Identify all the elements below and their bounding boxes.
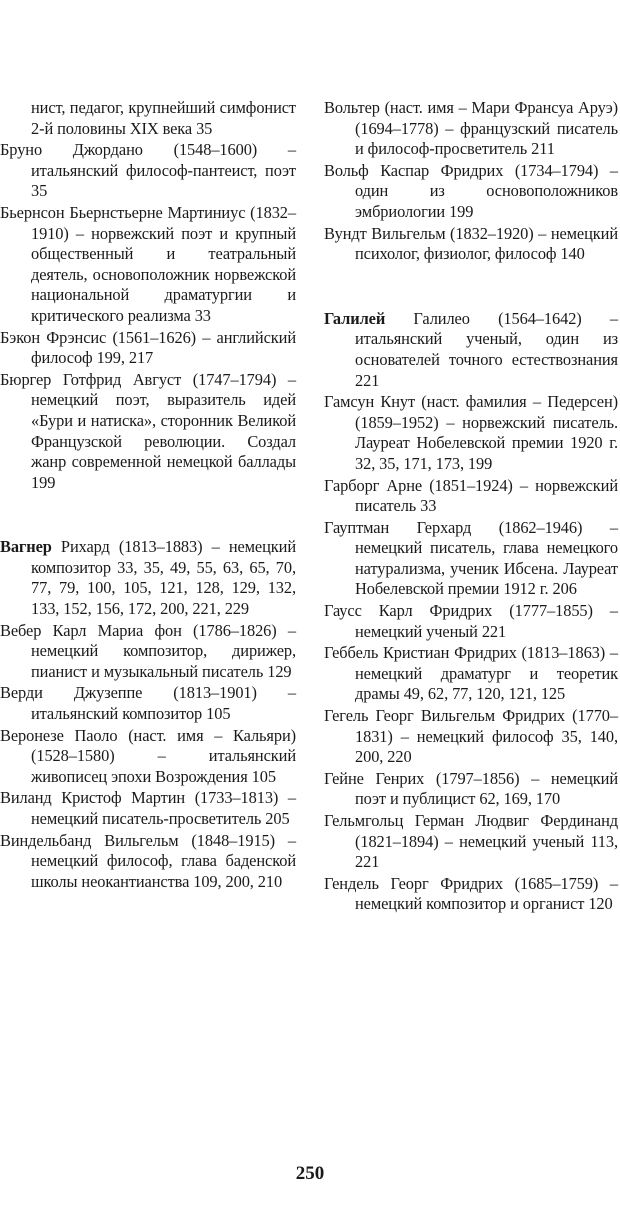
index-entry bbox=[0, 203, 296, 327]
entry-text: Верди Джузеппе (1813–1901) – итальянский композитор 105 bbox=[0, 683, 296, 724]
letter-section-head: Вагнер bbox=[0, 537, 52, 557]
entry-text: нист, педагог, крупнейший симфонист 2-й половины XIX века 35 bbox=[31, 98, 296, 138]
index-entry bbox=[324, 224, 618, 265]
index-entry bbox=[324, 518, 618, 600]
entry-text: Галилео (1564–1642) – итальянский ученый, один из основателей точного естествознания 221 bbox=[355, 308, 618, 390]
index-entry bbox=[324, 601, 618, 642]
index-entry bbox=[324, 769, 618, 810]
index-entry bbox=[0, 98, 296, 139]
entry-text: Гаусс Карл Фридрих (1777–1855) – немецкий ученый 221 bbox=[324, 601, 618, 641]
index-entry bbox=[0, 831, 296, 893]
entry-text: Виндельбанд Вильгельм (1848–1915) – немецкий философ, глава баденской школы неокантианства 109, 200, 210 bbox=[0, 830, 296, 891]
index-entry bbox=[324, 874, 618, 915]
entry-text: Гамсун Кнут (наст. фамилия – Педерсен) (1859–1952) – норвежский писатель. Лауреат Нобелевской премии 1920 г. 32, 35, 171, 173, 199 bbox=[324, 392, 618, 473]
entry-text: Гейне Генрих (1797–1856) – немецкий поэт и публицист 62, 169, 170 bbox=[324, 768, 618, 809]
entry-text: Гегель Георг Вильгельм Фридрих (1770–1831) – немецкий философ 35, 140, 200, 220 bbox=[324, 706, 618, 767]
entry-text: Вольтер (наст. имя – Мари Франсуа Аруэ) (1694–1778) – французский писатель и философ-просветитель 211 bbox=[324, 98, 618, 159]
entry-text: Вундт Вильгельм (1832–1920) – немецкий психолог, физиолог, философ 140 bbox=[324, 223, 618, 264]
entry-text: Гендель Георг Фридрих (1685–1759) – немецкий композитор и органист 120 bbox=[324, 873, 618, 914]
index-entry bbox=[324, 811, 618, 873]
entry-text: Бруно Джордано (1548–1600) – итальянский философ-пантеист, поэт 35 bbox=[0, 140, 296, 201]
index-entry bbox=[0, 140, 296, 202]
entry-text: Вебер Карл Мариа фон (1786–1826) – немецкий композитор, дирижер, пианист и музыкальный писатель 129 bbox=[0, 620, 296, 681]
entry-text: Гельмгольц Герман Людвиг Фердинанд (1821–1894) – немецкий ученый 113, 221 bbox=[324, 811, 618, 872]
entry-text: Вольф Каспар Фридрих (1734–1794) – один из основоположников эмбриологии 199 bbox=[324, 160, 618, 221]
entry-text: Гарборг Арне (1851–1924) – норвежский писатель 33 bbox=[324, 475, 618, 516]
index-entry bbox=[0, 726, 296, 788]
right-column bbox=[324, 98, 618, 916]
entry-text: Рихард (1813–1883) – немецкий композитор 33, 35, 49, 55, 63, 65, 70, 77, 79, 100, 105, 121, 128, 129, 132, 133, 152, 156, 172, 200, 221, 229 bbox=[31, 537, 296, 619]
index-entry bbox=[0, 621, 296, 683]
index-entry bbox=[324, 392, 618, 474]
entry-text: Бьернсон Бьернстьерне Мартиниус (1832–1910) – норвежский поэт и крупный общественный и театральный деятель, основоположник норвежской национальной драматургии и критического реализма 33 bbox=[0, 202, 296, 325]
entry-text: Гауптман Герхард (1862–1946) – немецкий писатель, глава немецкого натурализма, ученик Ибсена. Лауреат Нобелевской премии 1912 г. 206 bbox=[324, 517, 618, 599]
index-entry bbox=[0, 370, 296, 494]
index-entry bbox=[324, 98, 618, 160]
page-number: 250 bbox=[295, 1163, 325, 1184]
index-entry bbox=[324, 706, 618, 768]
index-entry bbox=[324, 161, 618, 223]
entry-text: Бюргер Готфрид Август (1747–1794) – немецкий поэт, выразитель идей «Бури и натиска», сторонник Великой Французской революции. Создал жанр современной немецкой баллады 199 bbox=[0, 369, 296, 492]
index-entry bbox=[0, 328, 296, 369]
index-entry bbox=[0, 537, 296, 619]
entry-text: Геббель Кристиан Фридрих (1813–1863) – немецкий драматург и теоретик драмы 49, 62, 77, 120, 121, 125 bbox=[324, 643, 618, 704]
entry-text: Виланд Кристоф Мартин (1733–1813) – немецкий писатель-просветитель 205 bbox=[0, 788, 296, 828]
index-entry bbox=[324, 309, 618, 391]
index-entry bbox=[0, 788, 296, 829]
index-entry bbox=[0, 683, 296, 724]
index-entry bbox=[324, 476, 618, 517]
index-entry bbox=[324, 643, 618, 705]
left-column bbox=[0, 98, 296, 893]
entry-text: Бэкон Фрэнсис (1561–1626) – английский философ 199, 217 bbox=[0, 327, 296, 368]
letter-section-head: Галилей bbox=[324, 308, 386, 328]
entry-text: Веронезе Паоло (наст. имя – Кальяри) (1528–1580) – итальянский живописец эпохи Возрождения 105 bbox=[0, 725, 296, 786]
